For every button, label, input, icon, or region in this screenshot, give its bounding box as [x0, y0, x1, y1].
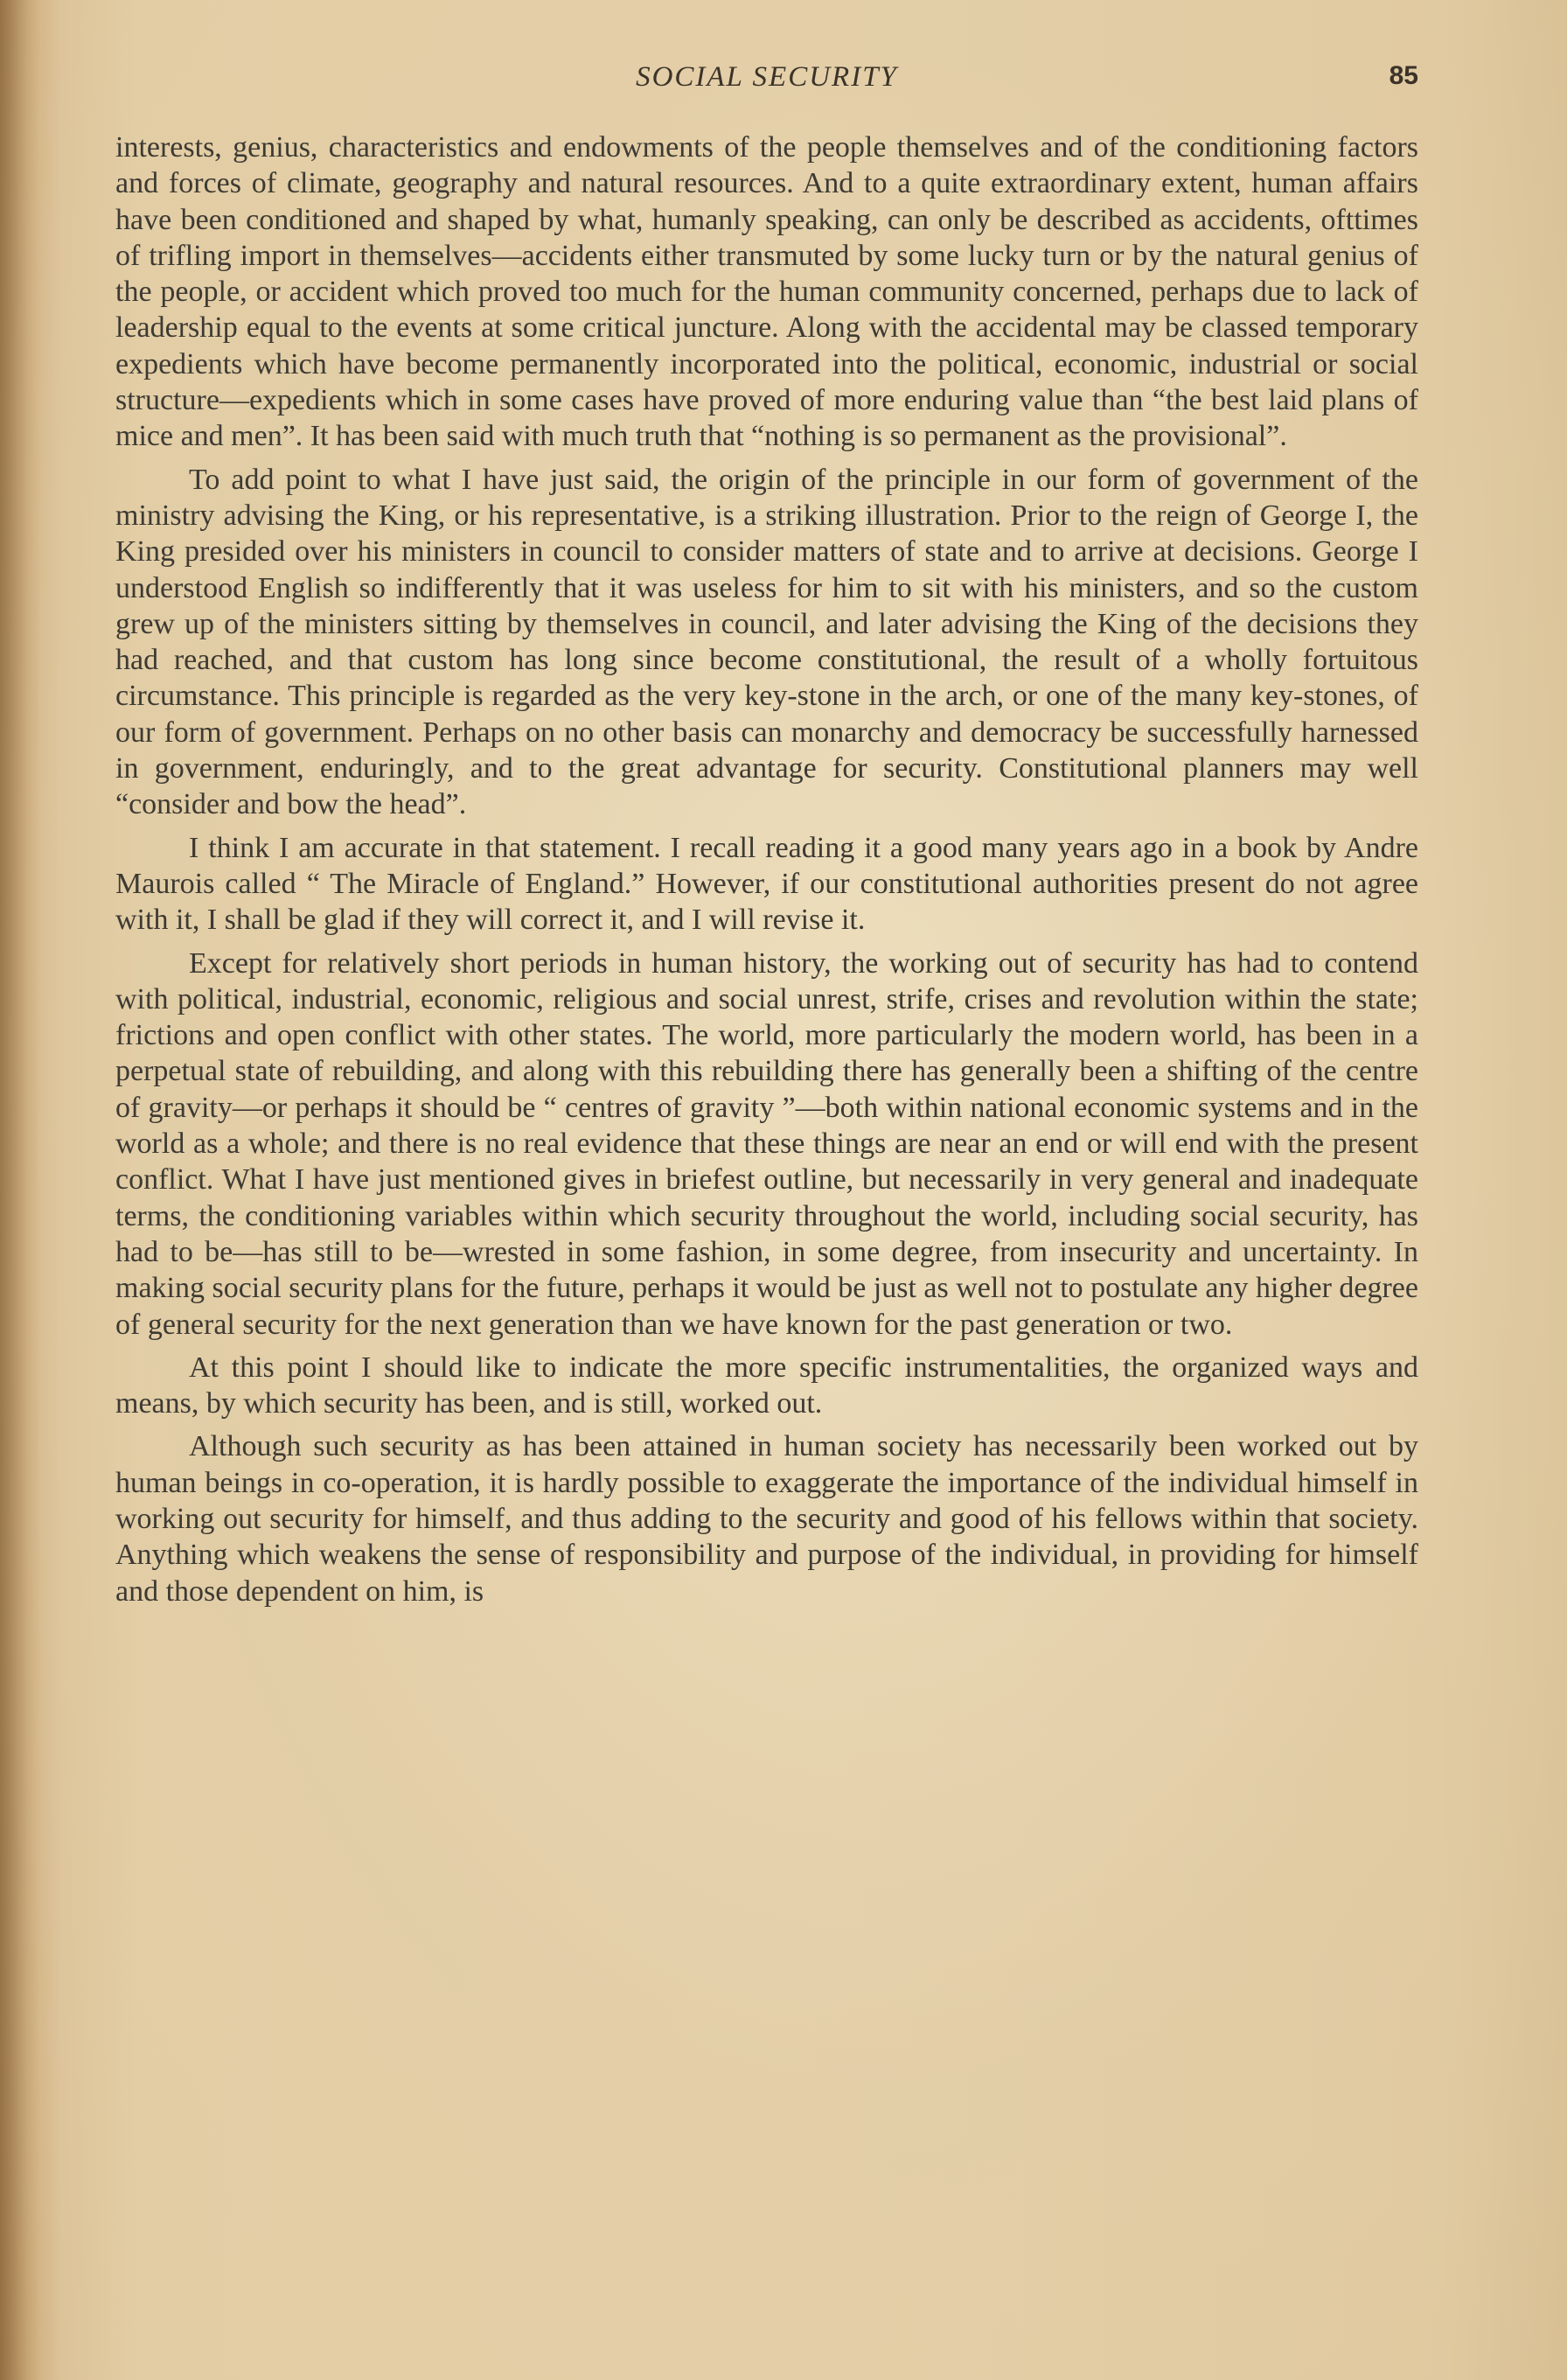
body-text: [115, 129, 1418, 1616]
paragraph-2: To add point to what I have just said, the origin of the principle in our form of government of the ministry advising the King, or his representative, is a striking illustration. Prior to the reign of George I, the King presided over his ministers in council to consider matters of state and to arrive at decisions. George I understood English so indifferently that it was useless for him to sit with his ministers, and so the custom grew up of the ministers sitting by themselves in council, and later advising the King of the decisions they had reached, and that custom has long since become constitutional, the result of a wholly fortuitous circumstance. This principle is regarded as the very key-stone in the arch, or one of the many key-stones, of our form of government. Perhaps on no other basis can monarchy and democracy be successfully harnessed in government, enduringly, and to the great advantage for security. Constitutional planners may well “consider and bow the head”.: [115, 463, 1418, 821]
running-head: SOCIAL SECURITY: [636, 61, 898, 93]
page-number: 85: [1389, 61, 1418, 90]
paragraph-6: Although such security as has been attained in human society has necessarily been worked out by human beings in co-operation, it is hardly possible to exaggerate the importance of the individual himself in working out security for himself, and thus adding to the security and good of his fellows within that society. Anything which weakens the sense of responsibility and purpose of the individual, in providing for himself and those dependent on him, is: [115, 1430, 1418, 1608]
paragraph-1: interests, genius, characteristics and endowments of the people themselves and of the conditioning factors and forces of climate, geography and natural resources. And to a quite extraordinary extent, human affairs have been conditioned and shaped by what, humanly speaking, can only be described as accidents, ofttimes of trifling import in themselves—accidents either transmuted by some lucky turn or by the natural genius of the people, or accident which proved too much for the human community concerned, perhaps due to lack of leadership equal to the events at some critical juncture. Along with the accidental may be classed temporary expedients which have become permanently incorporated into the political, economic, industrial or social structure—expedients which in some cases have proved of more enduring value than “the best laid plans of mice and men”. It has been said with much truth that “nothing is so permanent as the provisional”.: [115, 131, 1418, 453]
spine-shadow: [0, 0, 40, 2380]
page-header: [115, 59, 1418, 101]
paragraph-3: I think I am accurate in that statement. I recall reading it a good many years ago in a book by Andre Maurois called “ The Miracle of England.” However, if our constitutional authorities present do not agree with it, I shall be glad if they will correct it, and I will revise it.: [115, 831, 1418, 937]
paragraph-4: Except for relatively short periods in human history, the working out of security has had to contend with political, industrial, economic, religious and social unrest, strife, crises and revolution within the state; frictions and open conflict with other states. The world, more particularly the modern world, has been in a perpetual state of rebuilding, and along with this rebuilding there has generally been a shifting of the centre of gravity—or perhaps it should be “ centres of gravity ”—both within national economic systems and in the world as a whole; and there is no real evidence that these things are near an end or will end with the present conflict. What I have just mentioned gives in briefest outline, but necessarily in very general and inadequate terms, the conditioning variables within which security throughout the world, including social security, has had to be—has still to be—wrested in some fashion, in some degree, from insecurity and uncertainty. In making social security plans for the future, perhaps it would be just as well not to postulate any higher degree of general security for the next generation than we have known for the past generation or two.: [115, 946, 1418, 1341]
paragraph-5: At this point I should like to indicate the more specific instrumentalities, the organized ways and means, by which security has been, and is still, worked out.: [115, 1351, 1418, 1420]
